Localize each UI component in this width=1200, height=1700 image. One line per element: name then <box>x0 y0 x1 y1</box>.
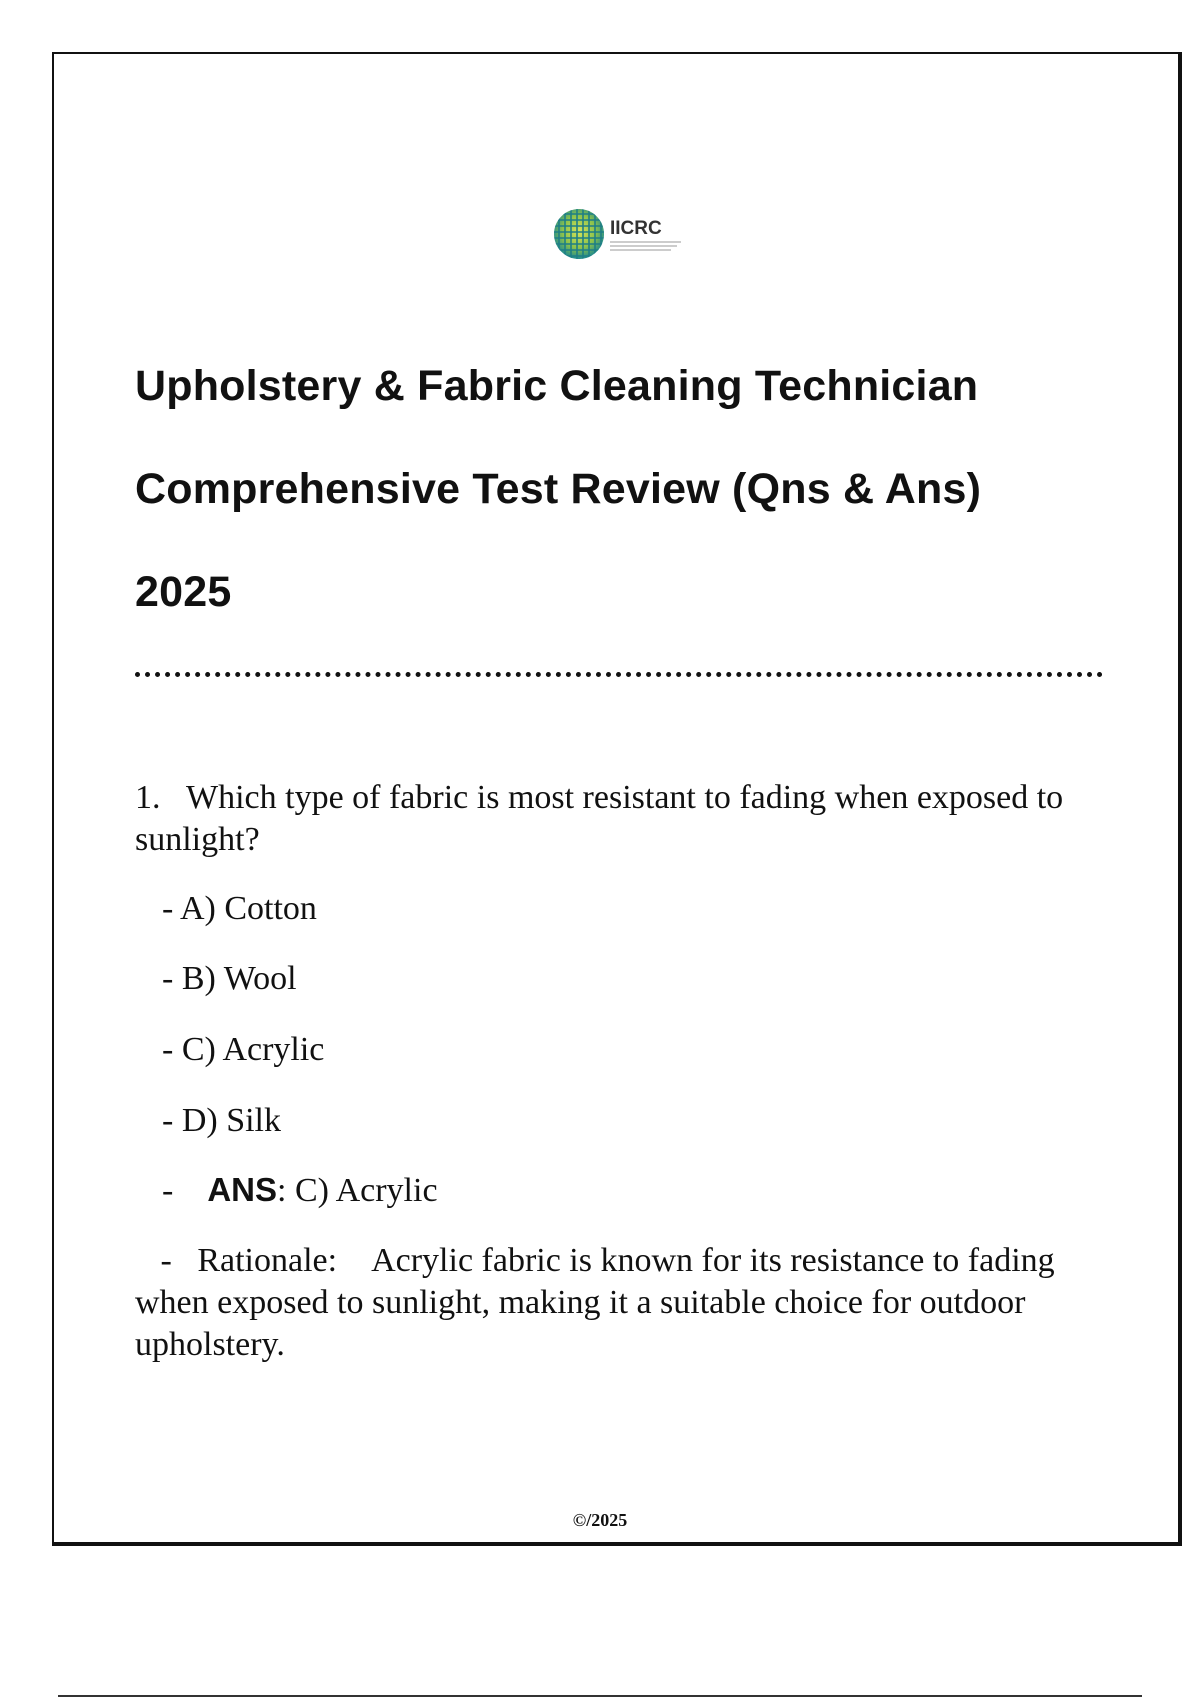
answer-label: ANS <box>207 1171 278 1208</box>
answer-text: : C) Acrylic <box>277 1172 438 1209</box>
question-1 <box>135 777 1103 861</box>
question-text: Which type of fabric is most resistant to fading when exposed to sunlight? <box>135 779 1064 858</box>
rationale-prefix: - <box>160 1242 181 1279</box>
copyright-footer: ©/2025 <box>572 1510 628 1530</box>
bottom-divider <box>58 1695 1142 1697</box>
option-c: - C) Acrylic <box>162 1031 325 1068</box>
option-d: - D) Silk <box>162 1102 281 1139</box>
rationale-block <box>135 1240 1103 1366</box>
document-title-line-1: Upholstery & Fabric Cleaning Technician <box>135 362 979 410</box>
option-a: - A) Cotton <box>162 890 317 927</box>
globe-grid-icon <box>553 208 693 264</box>
document-title-line-2: Comprehensive Test Review (Qns & Ans) <box>135 465 982 513</box>
rationale-label: Rationale: <box>197 1242 338 1279</box>
iicrc-logo <box>553 208 693 264</box>
answer-line <box>162 1169 438 1212</box>
logo-text: IICRC <box>610 218 662 239</box>
answer-prefix: - <box>162 1172 182 1209</box>
question-number: 1. <box>135 779 161 816</box>
document-title-year: 2025 <box>135 568 232 616</box>
option-b: - B) Wool <box>162 960 297 997</box>
dotted-divider <box>135 672 1103 677</box>
rationale-text: Acrylic fabric is known for its resistance to fading when exposed to sunlight, making it a suitable choice for outdoor upholstery. <box>135 1242 1055 1363</box>
